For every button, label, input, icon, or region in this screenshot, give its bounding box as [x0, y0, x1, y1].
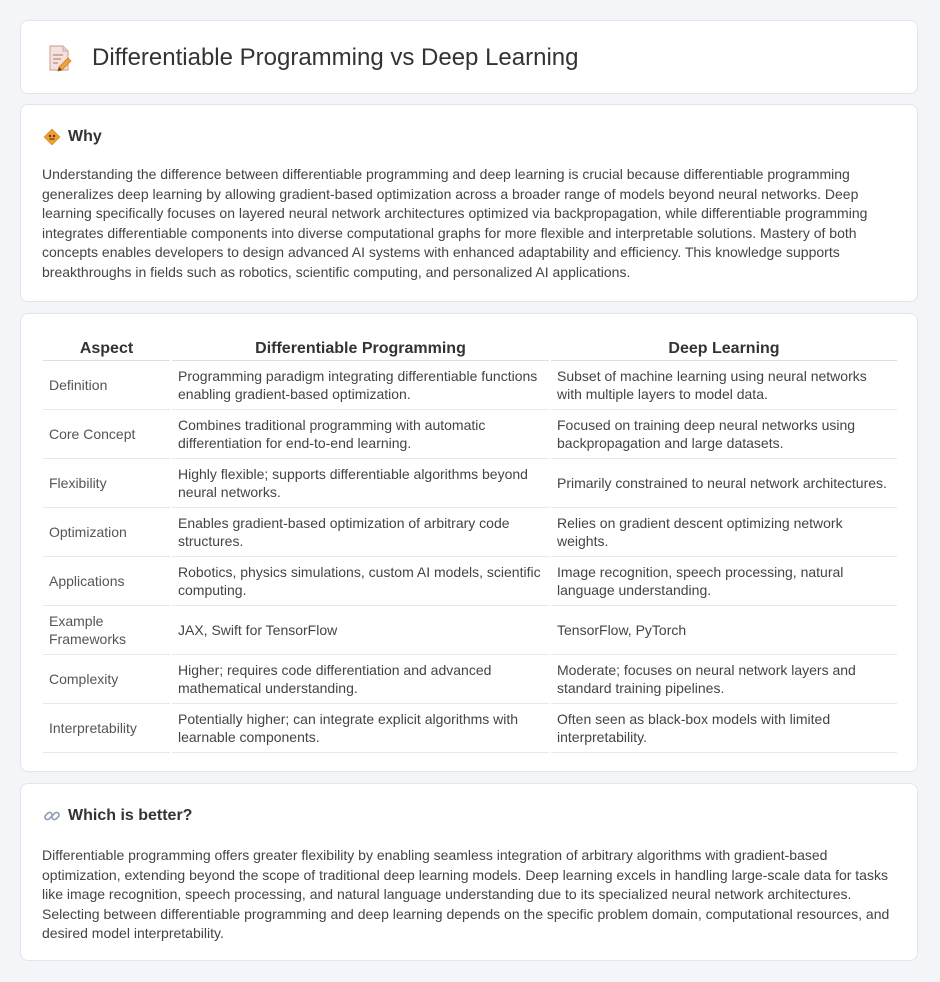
- document-pencil-icon: [47, 44, 73, 72]
- dl-cell: Primarily constrained to neural network architectures.: [551, 459, 897, 508]
- dp-cell: Potentially higher; can integrate explicit algorithms with learnable components.: [172, 704, 549, 753]
- aspect-cell: Core Concept: [43, 410, 170, 459]
- which-is-better-section: [20, 783, 918, 961]
- dl-cell: Moderate; focuses on neural network layers and standard training pipelines.: [551, 655, 897, 704]
- dp-cell: Programming paradigm integrating differentiable functions enabling gradient-based optimization.: [172, 361, 549, 410]
- table-row: [43, 459, 897, 508]
- table-row: [43, 557, 897, 606]
- table-row: [43, 704, 897, 753]
- header-aspect: Aspect: [43, 334, 170, 361]
- table-row: [43, 606, 897, 655]
- comparison-table-card: [20, 313, 918, 772]
- aspect-cell: Example Frameworks: [43, 606, 170, 655]
- dl-cell: Relies on gradient descent optimizing network weights.: [551, 508, 897, 557]
- why-section: [20, 104, 918, 302]
- dp-cell: Higher; requires code differentiation and advanced mathematical understanding.: [172, 655, 549, 704]
- dl-cell: Image recognition, speech processing, natural language understanding.: [551, 557, 897, 606]
- page-title: Differentiable Programming vs Deep Learning: [92, 44, 579, 71]
- aspect-cell: Optimization: [43, 508, 170, 557]
- table-row: [43, 655, 897, 704]
- better-text: Differentiable programming offers greater flexibility by enabling seamless integration of arbitrary algorithms with gradient-based optimization, extending beyond the scope of traditional deep learning models. Deep learning excels in handling large-scale data for tasks like image recognition, speech processing, and natural language understanding due to its specialized neural network architectures. Selecting between differentiable programming and deep learning depends on the specific problem domain, computational resources, and desired model interpretability.: [42, 847, 890, 941]
- warning-sign-icon: [43, 128, 61, 146]
- header-differentiable-programming: Differentiable Programming: [172, 334, 549, 361]
- better-heading: [43, 806, 192, 826]
- aspect-cell: Complexity: [43, 655, 170, 704]
- aspect-cell: Applications: [43, 557, 170, 606]
- table-row: [43, 508, 897, 557]
- table-header-row: [43, 334, 897, 361]
- link-icon: [43, 807, 61, 825]
- better-title: Which is better?: [68, 807, 193, 824]
- header-card: [20, 20, 918, 94]
- dp-cell: Highly flexible; supports differentiable algorithms beyond neural networks.: [172, 459, 549, 508]
- aspect-cell: Flexibility: [43, 459, 170, 508]
- dl-cell: TensorFlow, PyTorch: [551, 606, 897, 655]
- dl-cell: Often seen as black-box models with limited interpretability.: [551, 704, 897, 753]
- why-title: Why: [68, 128, 102, 145]
- why-text: Understanding the difference between differentiable programming and deep learning is crucial because differentiable programming generalizes deep learning by allowing gradient-based optimization across a broader range of models beyond neural networks. Deep learning specifically focuses on layered neural network architectures optimized via backpropagation, while differentiable programming integrates differentiable components into diverse computational graphs for more flexible and interpretable solutions. Mastery of both concepts enables developers to design advanced AI systems with enhanced adaptability and efficiency. This knowledge supports breakthroughs in fields such as robotics, scientific computing, and personalized AI applications.: [42, 166, 868, 280]
- aspect-cell: Interpretability: [43, 704, 170, 753]
- header-deep-learning: Deep Learning: [551, 334, 897, 361]
- dp-cell: Robotics, physics simulations, custom AI models, scientific computing.: [172, 557, 549, 606]
- table-row: [43, 410, 897, 459]
- dl-cell: Focused on training deep neural networks using backpropagation and large datasets.: [551, 410, 897, 459]
- dp-cell: Combines traditional programming with automatic differentiation for end-to-end learning.: [172, 410, 549, 459]
- comparison-table: [41, 334, 899, 753]
- dl-cell: Subset of machine learning using neural networks with multiple layers to model data.: [551, 361, 897, 410]
- dp-cell: JAX, Swift for TensorFlow: [172, 606, 549, 655]
- aspect-cell: Definition: [43, 361, 170, 410]
- dp-cell: Enables gradient-based optimization of arbitrary code structures.: [172, 508, 549, 557]
- why-heading: [43, 127, 102, 147]
- table-row: [43, 361, 897, 410]
